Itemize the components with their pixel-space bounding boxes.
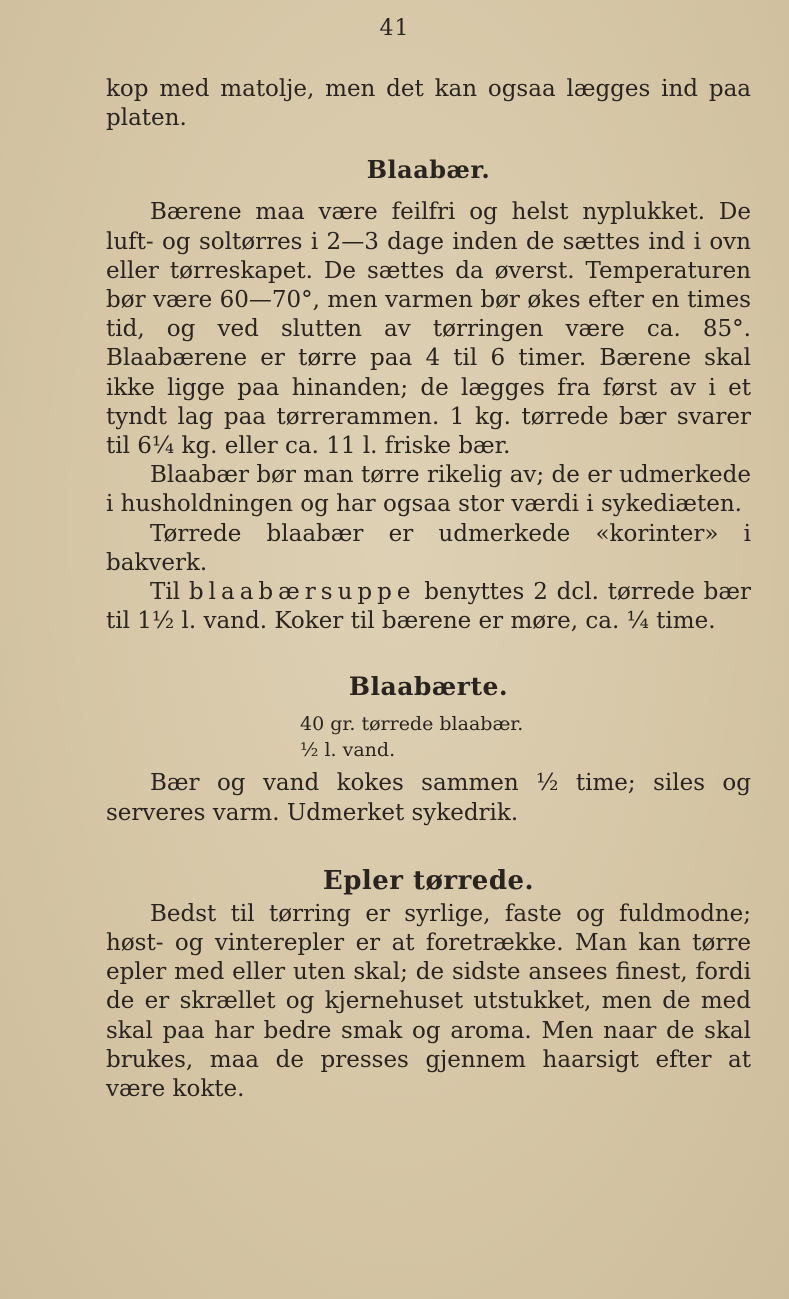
intro-paragraph: kop med matolje, men det kan ogsaa lægges ind paa platen.: [106, 76, 751, 132]
page-number: 41: [379, 16, 410, 41]
blaaberte-paragraph: Bær og vand kokes sammen ½ time; siles og serveres varm. Udmerket sykedrik.: [106, 770, 751, 826]
ingredient-line: 40 gr. tørrede blaabær.: [300, 713, 524, 736]
ingredient-line: ½ l. vand.: [300, 739, 396, 762]
blaabaersuppe-term: blaabærsuppe: [188, 579, 416, 606]
epler-paragraph: Bedst til tørring er syrlige, faste og fuldmodne; høst- og vinterepler er at foretrække. Man kan tørre epler med eller uten skal; de sidste ansees finest, fordi de er skrællet og kjernehuset utstukket, men de med skal paa har bedre smak og aroma. Men naar de skal brukes, maa de presses gjennem haarsigt efter at være kokte.: [106, 900, 751, 1103]
heading-epler-torrede: Epler tørrede.: [322, 865, 535, 896]
p4-start: Til: [150, 579, 181, 606]
blaaber-paragraph-3: Tørrede blaabær er udmerkede «korinter» i bakverk.: [106, 520, 751, 576]
heading-blaaberte: Blaabærte.: [348, 672, 509, 702]
blaaber-paragraph-4: [106, 578, 751, 636]
blaaber-paragraph-1: Bærene maa være feilfri og helst nyplukket. De luft- og soltørres i 2—3 dage inden de sættes ind i ovn eller tørreskapet. De sættes da øverst. Temperaturen bør være 60—70°, men varmen bør økes efter en times tid, og ved slutten av tørringen være ca. 85°. Blaabærene er tørre paa 4 til 6 timer. Bærene skal ikke ligge paa hinanden; de lægges fra først av i et tyndt lag paa tørrerammen. 1 kg. tørrede bær svarer til 6¼ kg. eller ca. 11 l. friske bær.: [106, 199, 751, 460]
heading-blaaber: Blaabær.: [366, 155, 491, 185]
blaaber-paragraph-2: Blaabær bør man tørre rikelig av; de er udmerkede i husholdningen og har ogsaa stor værdi i sykediæten.: [106, 462, 751, 518]
p4-end: benyttes 2 dcl. tørrede bær til 1½ l. vand. Koker til bærene er møre, ca. ¼ time.: [106, 579, 752, 635]
ingredient-list: [300, 711, 751, 763]
page-body: [106, 75, 751, 1104]
